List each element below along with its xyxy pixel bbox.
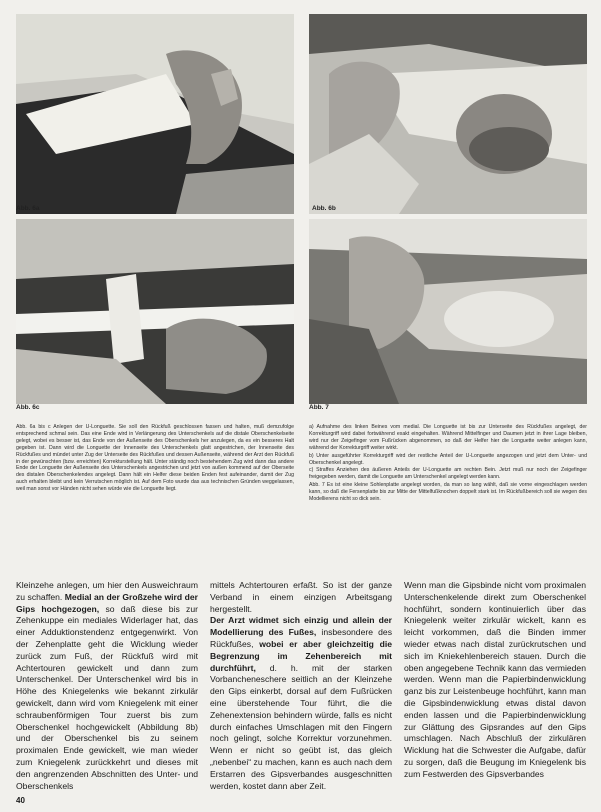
figure-label-7: Abb. 7 bbox=[309, 404, 329, 411]
caption-right-abb7: Abb. 7 Es ist eine kleine Sohlenplatte angelegt worden, da man so lang wählt, daß sie vorne eingeschlagen werden kann, so daß die Fersenplatte bis zur Mitte der Mittelfußknochen doppelt stark ist. Im Rückfußbereich soll sie wegen des Modellierens nicht so dick sein. bbox=[309, 482, 587, 503]
caption-right-b: b) Unter ausgeführter Korrekturgriff wird der restliche Anteil der U-Longuette angezogen und jetzt dem Unter- und Oberschenkel angelegt. bbox=[309, 452, 587, 466]
page-number: 40 bbox=[16, 796, 25, 805]
caption-right-c: c) Straffes Anziehen des äußeren Anteils der U-Longuette am rechten Bein. Jetzt muß nur noch der Zeigefinger freigegeben werden, damit die Longuette am Unterschenkel angelegt werden kann. bbox=[309, 467, 587, 481]
caption-right-a: a) Aufnahme des linken Beines vom medial. Die Longuette ist bis zur Unterseite des Rückfußes angelegt, der Korrekturgriff wird dabei fortwährend exakt eingehalten. Während Mittelfinger und Daumen jetzt in ihrer Lage bleiben, wird nur der Zeigefinger vom Fußrücken abgenommen, so daß der Helfer hier die Longuette weiter anlegen kann, während der Korrekturgriff weiter wirkt. bbox=[309, 424, 587, 451]
photo-abb-6c bbox=[16, 219, 294, 404]
body-text: insbesondere des Rückfußes, bbox=[210, 627, 392, 649]
body-emphasis: wobei er aber gleichzeitig die Begrenzung im Zehenbereich mit durchführt, bbox=[210, 638, 392, 673]
figure-label-6a: Abb. 6a bbox=[16, 205, 40, 212]
photo-abb-7 bbox=[309, 219, 587, 404]
photo-abb-6a bbox=[16, 14, 294, 214]
caption-abb-6-7-right bbox=[309, 424, 587, 504]
body-text: so daß diese bis zur Zehenkuppe ein mediales Widerlager hat, das einer Adduktionstendenz entgegenwirkt. Von der Zehenplatte geht die Wicklung wieder zurück zum Fuß, der Rückfuß wird mit Achtertouren gewickelt und dann zum Unterschenkel. Der Unterschenkel wird bis in Höhe des Kniegelenks wie bekannt zirkulär gewickelt, dann wird vom Kniegelenk mit einer schraubenförmigen Tour zuerst bis zum Oberschenkel hochgewickelt (Abbildung 8b) und der Oberschenkel bis zu seinem proximalen Ende gewickelt, wie man wieder zum Kniegelenk zurückkehrt und dieses mit den angrenzenden Abschnitten des Unter- und Oberschenkels bbox=[16, 603, 198, 791]
body-column-3 bbox=[404, 580, 586, 792]
body-paragraph bbox=[210, 580, 392, 615]
figure-label-6c: Abb. 6c bbox=[16, 404, 40, 411]
body-column-2 bbox=[210, 580, 392, 792]
photo-abb-6b bbox=[309, 14, 587, 214]
body-paragraph: Wenn man die Gipsbinde nicht vom proximalen Unterschenkelende direkt zum Oberschenkel hochführt, sondern kontinuierlich über das Kniegelenk weiter zirkulär wickelt, kann es leicht vorkommen, daß die Binden immer wieder etwas nach distal zurückrutschen und sich im Kniekehlenbereich stauen. Durch die oben angegebene Technik kann das vermieden werden. Wenn man die Papierbindenwicklung ganz bis zur Leistenbeuge hochführt, kann man die Gipsbindenwicklung etwas distal davon enden lassen und die Papierbindenwicklung zur Glättung des Gipsrandes auf den Gips umschlagen. Nach Abschluß der zirkulären Wicklung hat die Schwester die Aufgabe, dafür zu sorgen, daß die Beugung im Kniegelenk bis zum Festwerden des Gipsverbandes bbox=[404, 580, 586, 779]
figure-label-6b: Abb. 6b bbox=[312, 205, 336, 212]
caption-left-text: Abb. 6a bis c Anlegen der U-Longuette. Sie soll den Rückfuß geschlossen fassen und halten, muß demzufolge entsprechend schmal sein. Das eine Ende wird in Verlängerung des Unterschenkels auf die distale Oberschenkelseite gelegt, wobei es besser ist, das Ende von der Außenseite des Oberschenkels her anzulegen, da es ein besseres Halt gegeben ist. Dann wird die Longuette der Innenseite des Unterschenkels glatt angestrichen, der Innenseite des Rückfußes und mündet unter Zug der Unterseite des Rückfußes und dessen Außenseite, während der Arzt den Rückfuß in der gewünschten (bzw. erreichten) Korrekturstellung hält. Unter ständig noch bestehendem Zug wird dann das andere Ende der Longuette der Außenseite des Unterschenkels angestrichen und jetzt von außen kommend auf der Oberseite des distalen Oberschenkelendes angelegt. Dann hält ein Helfer diese beiden Enden fest aufeinander, damit der Zug auch erhalten bleibt und kein Verrutschen möglich ist. Auf dem Foto wurde das aus technischen Gründen weggelassen, weil man sonst vor Händen nicht sehen würde wie die Longuette liegt. bbox=[16, 424, 294, 493]
body-column-1 bbox=[16, 580, 198, 792]
body-text: mittels Achtertouren erfaßt. So ist der ganze Verband in einem einzigen Arbeitsgang hergestellt. bbox=[210, 580, 392, 614]
body-text: Kleinzehe anlegen, um hier den Ausweichraum zu schaffen. bbox=[16, 580, 198, 602]
body-text: d. h. mit der starken Vorbancheneschere seitlich an der Kleinzehe den Gips einkerbt, dorsal auf dem Fußrücken eine überstehende Tour führt, die die Zehenextension behindern würde, falls es nicht durch einfaches Umschlagen mit den Fingern noch gelingt, solche Korrektur vorzunehmen. Wenn er nicht so geübt ist, das gleich „nebenbei“ zu machen, kann es auch nach dem Erstarren des Gipsverbandes ausgeschnitten werden, kostet dann aber Zeit. bbox=[210, 662, 392, 791]
body-emphasis: Medial an der Großzehe wird der Gips hochgezogen, bbox=[16, 591, 198, 614]
body-paragraph bbox=[16, 580, 198, 792]
body-emphasis: Der Arzt widmet sich einzig und allein der Modellierung des Fußes, bbox=[210, 615, 392, 638]
caption-abb-6a-c bbox=[16, 424, 294, 494]
body-paragraph bbox=[210, 615, 392, 792]
